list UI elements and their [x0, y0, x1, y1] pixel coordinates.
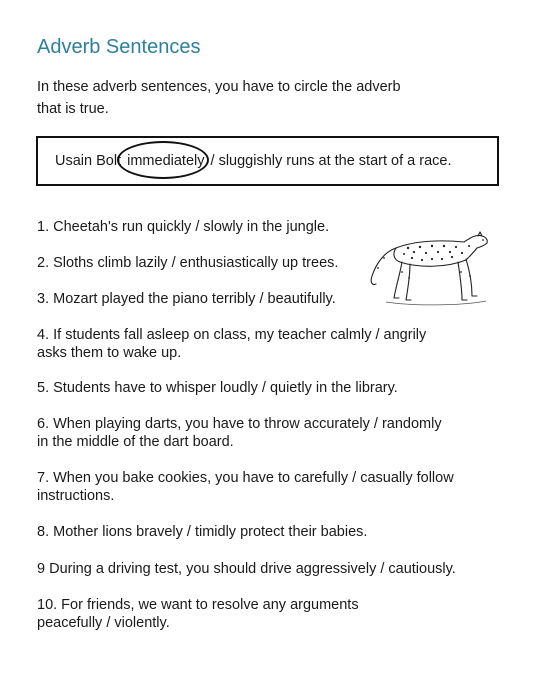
example-circled-word: immediately	[127, 153, 205, 169]
question-7	[37, 469, 454, 505]
question-2	[37, 254, 338, 272]
instructions-line-2: that is true.	[37, 101, 109, 117]
instructions-line-1: In these adverb sentences, you have to circle the adverb	[37, 79, 401, 95]
question-8	[37, 523, 367, 541]
question-7-line-2: instructions.	[37, 488, 115, 504]
question-1-line-1: 1. Cheetah's run quickly / slowly in the jungle.	[37, 219, 330, 235]
example-circled-adverb	[125, 153, 206, 169]
question-5-line-1: 5. Students have to whisper loudly / quietly in the library.	[37, 380, 398, 396]
question-10-line-2: peacefully / violently.	[37, 615, 170, 631]
question-1	[37, 218, 329, 236]
example-text-after: / sluggishly runs at the start of a race.	[206, 153, 452, 169]
question-2-line-1: 2. Sloths climb lazily / enthusiastically up trees.	[37, 255, 339, 271]
question-10-line-1: 10. For friends, we want to resolve any arguments	[37, 597, 359, 613]
question-9-line-1: 9 During a driving test, you should drive aggressively / cautiously.	[37, 561, 456, 577]
question-8-line-1: 8. Mother lions bravely / timidly protect their babies.	[37, 524, 368, 540]
example-text-before: Usain Bolt	[55, 153, 126, 169]
question-3	[37, 290, 336, 308]
question-6	[37, 415, 442, 451]
example-sentence	[55, 153, 452, 169]
instructions	[37, 76, 457, 120]
question-4-line-2: asks them to wake up.	[37, 345, 182, 361]
page-title: Adverb Sentences	[37, 36, 201, 58]
question-5	[37, 379, 398, 397]
question-4	[37, 326, 426, 362]
cheetah-icon	[366, 226, 496, 308]
circle-mark	[117, 141, 209, 179]
question-9	[37, 560, 456, 578]
question-4-line-1: 4. If students fall asleep on class, my teacher calmly / angrily	[37, 327, 427, 343]
question-6-line-1: 6. When playing darts, you have to throw accurately / randomly	[37, 416, 442, 432]
example-box	[36, 136, 499, 186]
question-3-line-1: 3. Mozart played the piano terribly / beautifully.	[37, 291, 336, 307]
question-10	[37, 596, 359, 632]
question-7-line-1: 7. When you bake cookies, you have to carefully / casually follow	[37, 470, 454, 486]
question-6-line-2: in the middle of the dart board.	[37, 434, 234, 450]
